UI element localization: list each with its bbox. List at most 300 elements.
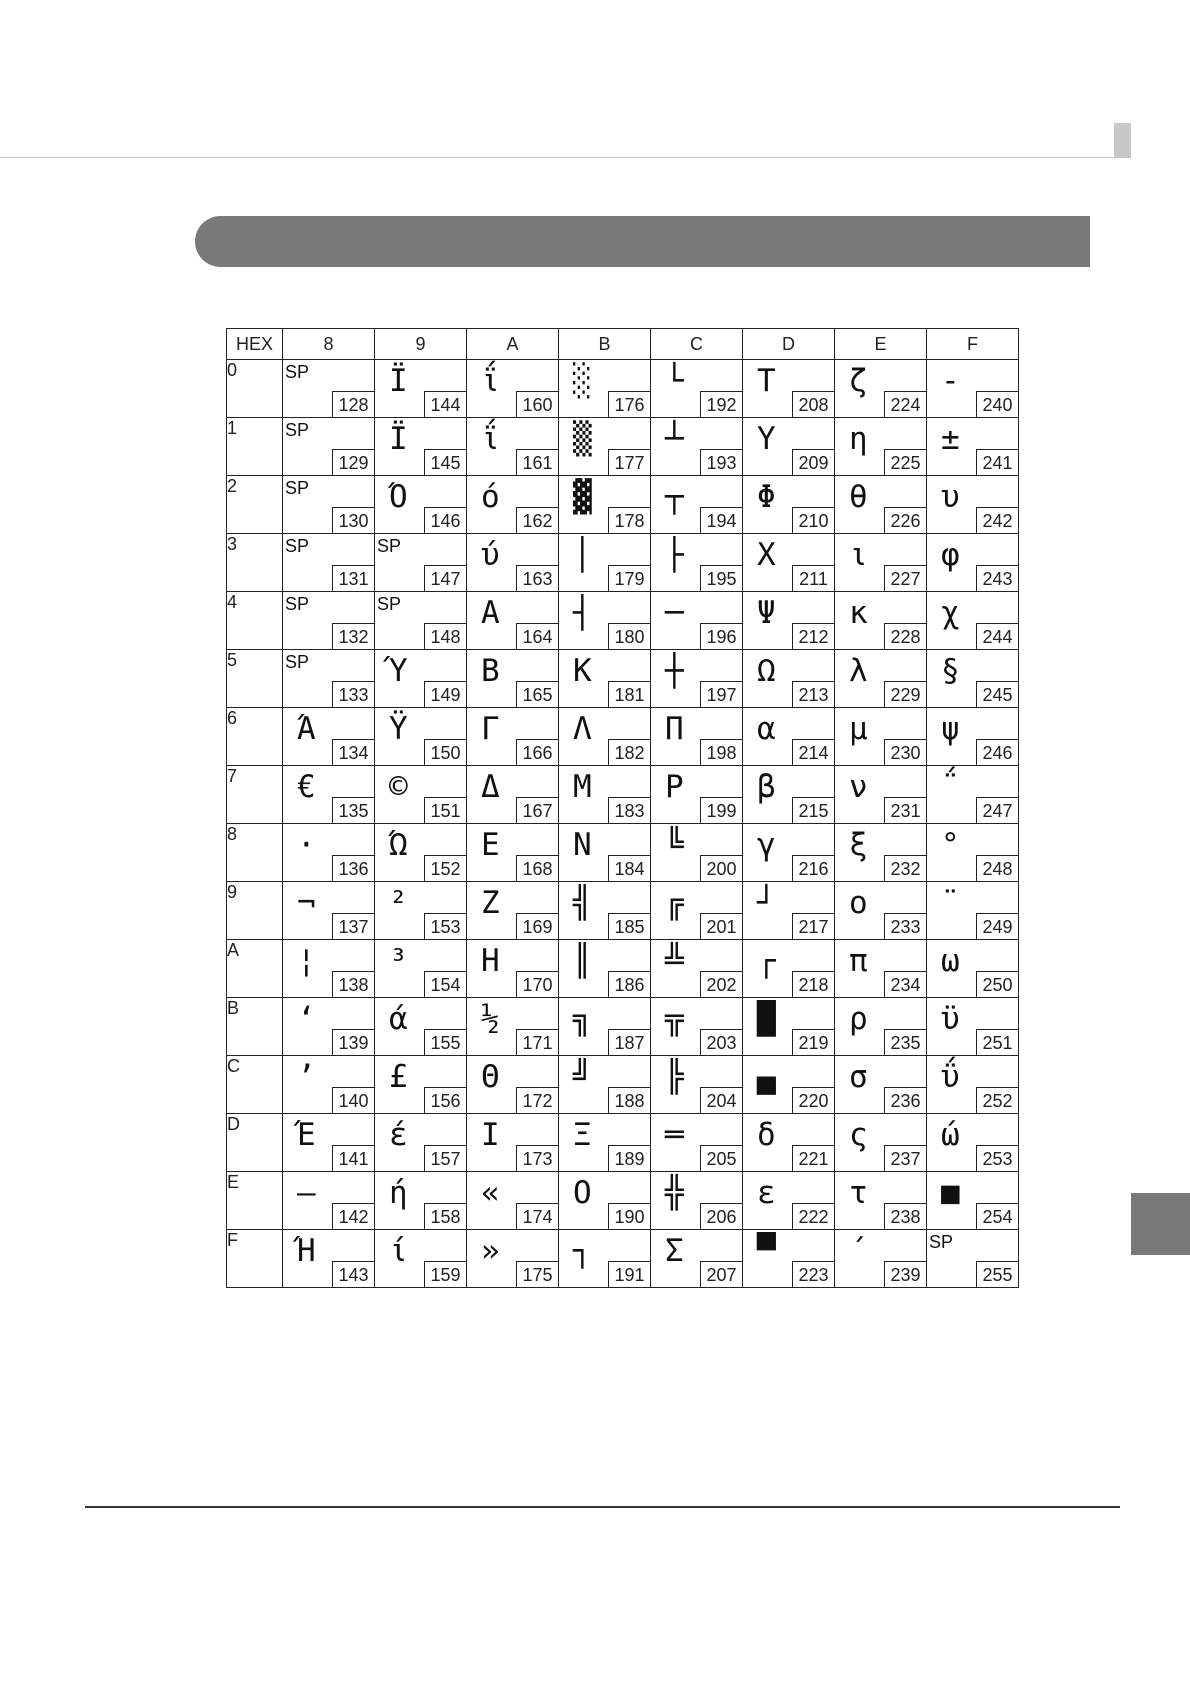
decimal-code: 195 (700, 565, 742, 591)
decimal-code: 216 (792, 855, 834, 881)
char-glyph: § (941, 653, 960, 689)
row-hex-label: 0 (227, 360, 283, 418)
char-glyph: ι (849, 537, 868, 573)
char-glyph: SP (377, 536, 402, 556)
char-cell (835, 824, 927, 882)
char-glyph: Ψ (757, 595, 776, 631)
char-cell (467, 766, 559, 824)
char-glyph: Θ (481, 1059, 500, 1095)
char-glyph: ┴ (665, 421, 684, 457)
char-glyph: █ (757, 1001, 776, 1037)
char-cell (375, 824, 467, 882)
char-glyph: ╠ (665, 1059, 684, 1095)
decimal-code: 194 (700, 507, 742, 533)
decimal-code: 162 (516, 507, 558, 533)
decimal-code: 138 (332, 971, 374, 997)
decimal-code: 131 (332, 565, 374, 591)
decimal-code: 211 (792, 565, 834, 591)
char-glyph: ή (389, 1175, 408, 1211)
char-glyph: ╝ (573, 1059, 592, 1095)
char-cell (467, 1172, 559, 1230)
column-header: E (835, 329, 927, 360)
char-cell (743, 650, 835, 708)
char-cell (835, 1172, 927, 1230)
char-cell (375, 882, 467, 940)
char-glyph: ╚ (665, 827, 684, 863)
char-glyph: ΰ (941, 1059, 960, 1095)
decimal-code: 169 (516, 913, 558, 939)
decimal-code: 223 (792, 1261, 834, 1287)
decimal-code: 229 (884, 681, 926, 707)
char-cell (927, 592, 1019, 650)
char-cell (559, 766, 651, 824)
char-glyph: ┐ (573, 1233, 592, 1269)
row-hex-label: F (227, 1230, 283, 1288)
char-cell (375, 534, 467, 592)
decimal-code: 137 (332, 913, 374, 939)
char-cell (835, 1056, 927, 1114)
char-glyph: └ (665, 363, 684, 399)
decimal-code: 220 (792, 1087, 834, 1113)
char-glyph: Ώ (389, 827, 408, 863)
char-glyph: ‘ (297, 1001, 316, 1037)
char-cell (375, 650, 467, 708)
char-glyph: · (297, 827, 316, 863)
decimal-code: 157 (424, 1145, 466, 1171)
char-glyph: SP (285, 362, 310, 382)
char-cell (651, 940, 743, 998)
char-cell (375, 766, 467, 824)
char-cell (651, 650, 743, 708)
char-cell (375, 1114, 467, 1172)
decimal-code: 177 (608, 449, 650, 475)
char-glyph: ¨ (941, 885, 960, 921)
char-glyph: έ (389, 1117, 408, 1153)
decimal-code: 185 (608, 913, 650, 939)
char-glyph: ε (757, 1175, 776, 1211)
char-glyph: ° (941, 827, 960, 863)
table-row (227, 1056, 1019, 1114)
char-glyph: ├ (665, 537, 684, 573)
decimal-code: 231 (884, 797, 926, 823)
decimal-code: 198 (700, 739, 742, 765)
decimal-code: 242 (976, 507, 1018, 533)
decimal-code: 145 (424, 449, 466, 475)
char-glyph: α (757, 711, 776, 747)
char-cell (375, 418, 467, 476)
char-cell (559, 1114, 651, 1172)
decimal-code: 236 (884, 1087, 926, 1113)
decimal-code: 148 (424, 623, 466, 649)
decimal-code: 170 (516, 971, 558, 997)
char-glyph: Ύ (389, 653, 408, 689)
char-cell (651, 418, 743, 476)
char-cell (283, 1230, 375, 1288)
decimal-code: 173 (516, 1145, 558, 1171)
char-cell (651, 360, 743, 418)
char-cell (651, 1172, 743, 1230)
char-cell (835, 418, 927, 476)
decimal-code: 196 (700, 623, 742, 649)
row-hex-label: C (227, 1056, 283, 1114)
char-glyph: Ϊ (389, 363, 408, 399)
column-header: D (743, 329, 835, 360)
decimal-code: 171 (516, 1029, 558, 1055)
char-glyph: ο (849, 885, 868, 921)
char-cell (743, 360, 835, 418)
char-glyph: Γ (481, 711, 500, 747)
char-glyph: ╔ (665, 885, 684, 921)
char-cell (651, 708, 743, 766)
char-cell (651, 1230, 743, 1288)
char-glyph: ┼ (665, 653, 684, 689)
char-cell (283, 418, 375, 476)
char-glyph: Π (665, 711, 684, 747)
decimal-code: 222 (792, 1203, 834, 1229)
decimal-code: 217 (792, 913, 834, 939)
decimal-code: 188 (608, 1087, 650, 1113)
char-glyph: ½ (481, 1001, 500, 1037)
char-cell (467, 592, 559, 650)
char-glyph: χ (941, 595, 960, 631)
char-cell (283, 882, 375, 940)
char-glyph: « (481, 1175, 500, 1211)
char-cell (927, 418, 1019, 476)
char-glyph: SP (285, 536, 310, 556)
char-glyph: σ (849, 1059, 868, 1095)
decimal-code: 214 (792, 739, 834, 765)
char-cell (283, 1056, 375, 1114)
decimal-code: 167 (516, 797, 558, 823)
decimal-code: 213 (792, 681, 834, 707)
char-cell (743, 534, 835, 592)
char-cell (927, 940, 1019, 998)
decimal-code: 238 (884, 1203, 926, 1229)
char-cell (927, 534, 1019, 592)
char-cell (835, 360, 927, 418)
decimal-code: 247 (976, 797, 1018, 823)
char-cell (467, 1230, 559, 1288)
char-glyph: θ (849, 479, 868, 515)
row-hex-label: B (227, 998, 283, 1056)
char-cell (651, 1114, 743, 1172)
char-cell (743, 1230, 835, 1288)
char-cell (559, 650, 651, 708)
char-glyph: Ξ (573, 1117, 592, 1153)
char-cell (375, 1230, 467, 1288)
decimal-code: 219 (792, 1029, 834, 1055)
table-row (227, 998, 1019, 1056)
char-cell (283, 824, 375, 882)
decimal-code: 130 (332, 507, 374, 533)
decimal-code: 209 (792, 449, 834, 475)
decimal-code: 151 (424, 797, 466, 823)
decimal-code: 144 (424, 391, 466, 417)
char-glyph: η (849, 421, 868, 457)
char-glyph: ΐ (481, 363, 500, 399)
decimal-code: 235 (884, 1029, 926, 1055)
decimal-code: 203 (700, 1029, 742, 1055)
decimal-code: 150 (424, 739, 466, 765)
char-cell (651, 998, 743, 1056)
char-glyph: ╬ (665, 1175, 684, 1211)
column-header: A (467, 329, 559, 360)
char-cell (927, 1230, 1019, 1288)
char-glyph: ΅ (941, 769, 960, 805)
table-row (227, 418, 1019, 476)
char-glyph: Υ (757, 421, 776, 457)
char-cell (375, 476, 467, 534)
char-cell (467, 360, 559, 418)
decimal-code: 156 (424, 1087, 466, 1113)
decimal-code: 224 (884, 391, 926, 417)
decimal-code: 201 (700, 913, 742, 939)
char-cell (375, 1172, 467, 1230)
char-glyph: ³ (389, 943, 408, 979)
char-glyph: ’ (297, 1059, 316, 1095)
char-cell (283, 940, 375, 998)
decimal-code: 192 (700, 391, 742, 417)
char-cell (835, 940, 927, 998)
char-cell (375, 360, 467, 418)
table-row (227, 708, 1019, 766)
char-glyph: ╩ (665, 943, 684, 979)
decimal-code: 193 (700, 449, 742, 475)
char-glyph: Ε (481, 827, 500, 863)
char-glyph: ² (389, 885, 408, 921)
decimal-code: 129 (332, 449, 374, 475)
char-glyph: Ά (297, 711, 316, 747)
char-cell (927, 998, 1019, 1056)
char-glyph: Έ (297, 1117, 316, 1153)
char-cell (651, 766, 743, 824)
decimal-code: 199 (700, 797, 742, 823)
decimal-code: 172 (516, 1087, 558, 1113)
char-cell (927, 1056, 1019, 1114)
char-glyph: ¬ (297, 885, 316, 921)
decimal-code: 146 (424, 507, 466, 533)
char-cell (835, 882, 927, 940)
char-glyph: © (389, 769, 408, 805)
decimal-code: 186 (608, 971, 650, 997)
decimal-code: 147 (424, 565, 466, 591)
char-glyph: ΐ (481, 421, 500, 457)
char-cell (651, 882, 743, 940)
char-cell (835, 766, 927, 824)
char-glyph: ┬ (665, 479, 684, 515)
char-cell (283, 650, 375, 708)
decimal-code: 253 (976, 1145, 1018, 1171)
char-cell (559, 824, 651, 882)
char-glyph: Κ (573, 653, 592, 689)
row-hex-label: 4 (227, 592, 283, 650)
decimal-code: 215 (792, 797, 834, 823)
row-hex-label: 1 (227, 418, 283, 476)
char-glyph: τ (849, 1175, 868, 1211)
decimal-code: 204 (700, 1087, 742, 1113)
char-glyph: μ (849, 711, 868, 747)
decimal-code: 132 (332, 623, 374, 649)
row-hex-label: 6 (227, 708, 283, 766)
decimal-code: 202 (700, 971, 742, 997)
footer-rule (85, 1506, 1120, 1508)
char-glyph: SP (285, 594, 310, 614)
char-cell (559, 418, 651, 476)
decimal-code: 155 (424, 1029, 466, 1055)
char-glyph: ░ (573, 363, 592, 399)
char-glyph: γ (757, 827, 776, 863)
decimal-code: 184 (608, 855, 650, 881)
char-cell (559, 998, 651, 1056)
char-cell (927, 882, 1019, 940)
char-cell (283, 998, 375, 1056)
char-cell (559, 1056, 651, 1114)
char-glyph: Χ (757, 537, 776, 573)
char-glyph: Μ (573, 769, 592, 805)
char-cell (835, 708, 927, 766)
decimal-code: 165 (516, 681, 558, 707)
decimal-code: 254 (976, 1203, 1018, 1229)
char-cell (927, 1114, 1019, 1172)
char-glyph: ▒ (573, 421, 592, 457)
char-cell (835, 534, 927, 592)
section-header-bar (195, 216, 1090, 267)
char-cell (651, 534, 743, 592)
decimal-code: 135 (332, 797, 374, 823)
decimal-code: 181 (608, 681, 650, 707)
char-cell (467, 534, 559, 592)
char-cell (559, 708, 651, 766)
column-header: F (927, 329, 1019, 360)
decimal-code: 249 (976, 913, 1018, 939)
row-hex-label: E (227, 1172, 283, 1230)
char-cell (835, 592, 927, 650)
corner-tab (1114, 123, 1131, 158)
char-cell (743, 824, 835, 882)
char-glyph: SP (285, 420, 310, 440)
decimal-code: 245 (976, 681, 1018, 707)
char-glyph: ρ (849, 1001, 868, 1037)
char-glyph: SP (929, 1232, 954, 1252)
char-glyph: Ι (481, 1117, 500, 1153)
char-glyph: υ (941, 479, 960, 515)
char-cell (743, 418, 835, 476)
char-glyph: Ϋ (389, 711, 408, 747)
decimal-code: 197 (700, 681, 742, 707)
character-code-table (226, 328, 1019, 1288)
char-cell (559, 360, 651, 418)
row-hex-label: 7 (227, 766, 283, 824)
decimal-code: 133 (332, 681, 374, 707)
decimal-code: 149 (424, 681, 466, 707)
decimal-code: 187 (608, 1029, 650, 1055)
char-glyph: ▄ (757, 1059, 776, 1095)
char-glyph: ϋ (941, 1001, 960, 1037)
decimal-code: 153 (424, 913, 466, 939)
char-glyph: Ν (573, 827, 592, 863)
char-glyph: │ (573, 537, 592, 573)
char-cell (283, 708, 375, 766)
row-hex-label: 2 (227, 476, 283, 534)
decimal-code: 160 (516, 391, 558, 417)
char-glyph: ώ (941, 1117, 960, 1153)
char-cell (743, 1172, 835, 1230)
decimal-code: 190 (608, 1203, 650, 1229)
char-cell (559, 1172, 651, 1230)
char-cell (467, 476, 559, 534)
char-cell (927, 360, 1019, 418)
char-glyph: ζ (849, 363, 868, 399)
decimal-code: 246 (976, 739, 1018, 765)
decimal-code: 174 (516, 1203, 558, 1229)
char-cell (927, 1172, 1019, 1230)
char-cell (375, 998, 467, 1056)
char-cell (283, 360, 375, 418)
char-glyph: φ (941, 537, 960, 573)
decimal-code: 244 (976, 623, 1018, 649)
char-cell (467, 1056, 559, 1114)
decimal-code: 179 (608, 565, 650, 591)
decimal-code: 210 (792, 507, 834, 533)
decimal-code: 152 (424, 855, 466, 881)
row-hex-label: 9 (227, 882, 283, 940)
table-row (227, 1172, 1019, 1230)
char-cell (375, 1056, 467, 1114)
decimal-code: 128 (332, 391, 374, 417)
char-glyph: λ (849, 653, 868, 689)
char-glyph: Ο (573, 1175, 592, 1211)
char-glyph: ω (941, 943, 960, 979)
table-row (227, 766, 1019, 824)
decimal-code: 154 (424, 971, 466, 997)
decimal-code: 136 (332, 855, 374, 881)
char-cell (743, 476, 835, 534)
char-cell (743, 882, 835, 940)
char-glyph: » (481, 1233, 500, 1269)
char-glyph: β (757, 769, 776, 805)
decimal-code: 166 (516, 739, 558, 765)
char-cell (927, 708, 1019, 766)
char-cell (375, 708, 467, 766)
char-glyph: ξ (849, 827, 868, 863)
char-glyph: ┌ (757, 943, 776, 979)
row-hex-label: 3 (227, 534, 283, 592)
char-cell (651, 592, 743, 650)
char-glyph: ┤ (573, 595, 592, 631)
decimal-code: 240 (976, 391, 1018, 417)
char-glyph: Τ (757, 363, 776, 399)
char-cell (927, 766, 1019, 824)
char-glyph: ί (389, 1233, 408, 1269)
char-cell (283, 766, 375, 824)
table-row (227, 650, 1019, 708)
decimal-code: 161 (516, 449, 558, 475)
char-cell (927, 476, 1019, 534)
row-hex-label: A (227, 940, 283, 998)
char-glyph: ό (481, 479, 500, 515)
char-cell (467, 418, 559, 476)
char-cell (467, 708, 559, 766)
char-glyph: - (941, 363, 960, 399)
char-cell (743, 1056, 835, 1114)
char-cell (743, 766, 835, 824)
char-cell (835, 998, 927, 1056)
char-glyph: ύ (481, 537, 500, 573)
decimal-code: 180 (608, 623, 650, 649)
char-cell (559, 534, 651, 592)
decimal-code: 212 (792, 623, 834, 649)
table-row (227, 476, 1019, 534)
